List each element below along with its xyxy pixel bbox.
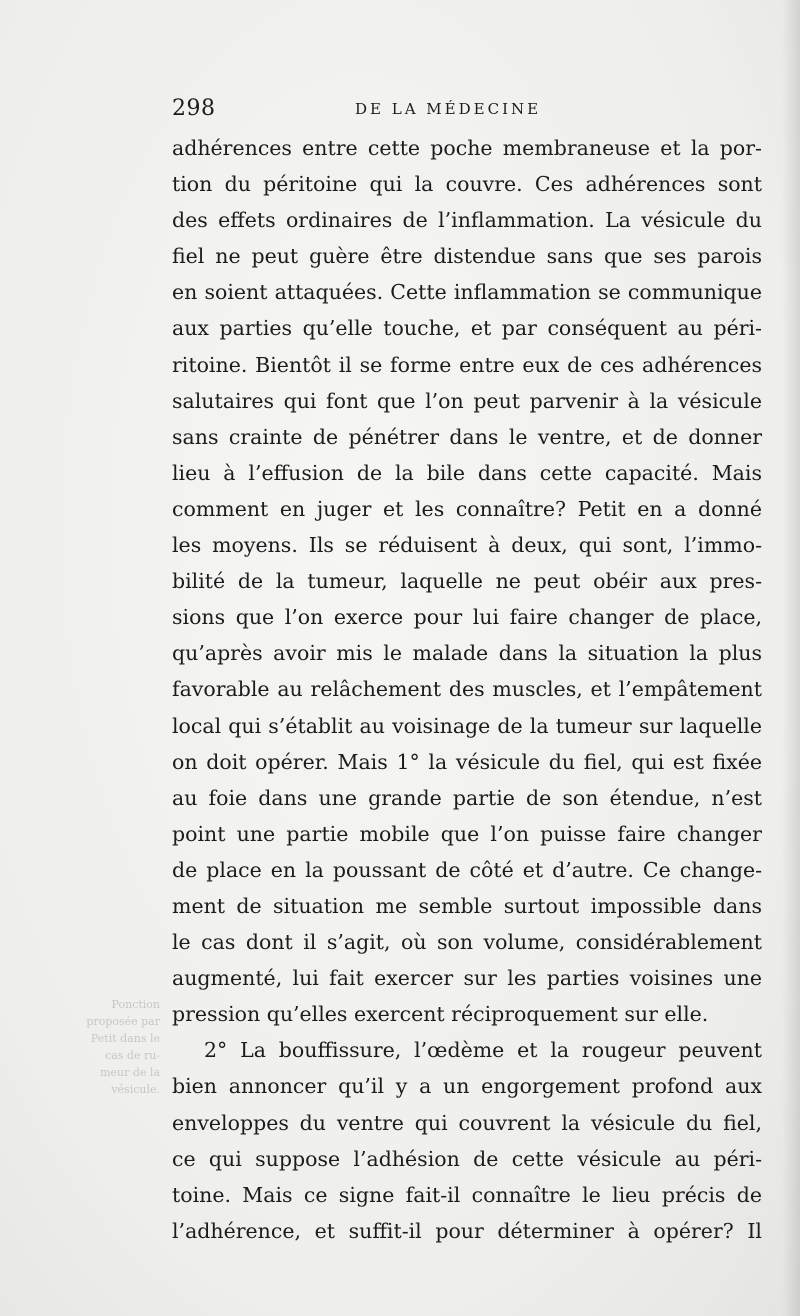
margin-note-line: cas de ru- [105, 1049, 160, 1062]
text-line: favorable au relâchement des muscles, et l’empâtement [172, 677, 762, 702]
text-line: des effets ordinaires de l’inflammation. La vésicule du [172, 208, 762, 233]
text-line: lieu à l’effusion de la bile dans cette capacité. Mais [172, 460, 762, 485]
text-line: sions que l’on exerce pour lui faire changer de place, [172, 605, 762, 630]
text-line: comment en juger et les connaître? Petit en a donné [172, 496, 762, 521]
margin-note-line: Petit dans le [90, 1032, 160, 1045]
text-line: ment de situation me semble surtout impossible dans [172, 893, 762, 918]
text-line: fiel ne peut guère être distendue sans que ses parois [172, 244, 762, 269]
text-line: les moyens. Ils se réduisent à deux, qui sont, l’immo- [172, 533, 762, 558]
text-line: sans crainte de pénétrer dans le ventre, et de donner [172, 424, 762, 449]
text-line: ce qui suppose l’adhésion de cette vésicule au péri- [172, 1146, 762, 1171]
text-line: 2° La bouffissure, l’œdème et la rougeur peuvent [204, 1038, 762, 1063]
text-line: salutaires qui font que l’on peut parvenir à la vésicule [172, 388, 762, 413]
running-title: DE LA MÉDECINE [355, 100, 542, 118]
text-line: ritoine. Bientôt il se forme entre eux de ces adhérences [172, 352, 762, 377]
text-line: pression qu’elles exercent réciproquement sur elle. [172, 1002, 709, 1027]
text-line: qu’après avoir mis le malade dans la situation la plus [172, 641, 762, 666]
margin-note-line: meur de la [100, 1066, 160, 1079]
text-line: aux parties qu’elle touche, et par conséquent au péri- [172, 316, 762, 341]
body-text [172, 130, 762, 1249]
page-edge-shadow [782, 0, 800, 1316]
page-number: 298 [172, 96, 216, 121]
text-line: augmenté, lui fait exercer sur les parties voisines une [172, 966, 762, 991]
running-head [172, 96, 642, 130]
margin-note-line: vésicule. [111, 1083, 160, 1096]
margin-note-line: proposée par [86, 1015, 160, 1028]
margin-note-line: Ponction [111, 998, 160, 1011]
text-line: l’adhérence, et suffit-il pour déterminer à opérer? Il [172, 1218, 762, 1243]
text-line: au foie dans une grande partie de son étendue, n’est [172, 785, 762, 810]
text-line: en soient attaquées. Cette inflammation se communique [172, 280, 762, 305]
margin-note-bleed-through [68, 996, 160, 1098]
text-line: bien annoncer qu’il y a un engorgement profond aux [172, 1074, 762, 1099]
text-line: on doit opérer. Mais 1° la vésicule du fiel, qui est fixée [172, 749, 762, 774]
text-line: bilité de la tumeur, laquelle ne peut obéir aux pres- [172, 569, 762, 594]
text-line: local qui s’établit au voisinage de la tumeur sur laquelle [172, 713, 762, 738]
text-line: toine. Mais ce signe fait-il connaître le lieu précis de [172, 1182, 762, 1207]
text-line: tion du péritoine qui la couvre. Ces adhérences sont [172, 172, 762, 197]
text-line: adhérences entre cette poche membraneuse et la por- [172, 136, 762, 160]
text-line: enveloppes du ventre qui couvrent la vésicule du fiel, [172, 1110, 762, 1135]
text-line: point une partie mobile que l’on puisse faire changer [172, 821, 762, 846]
text-line: de place en la poussant de côté et d’autre. Ce change- [172, 857, 762, 882]
text-line: le cas dont il s’agit, où son volume, considérablement [172, 930, 762, 955]
